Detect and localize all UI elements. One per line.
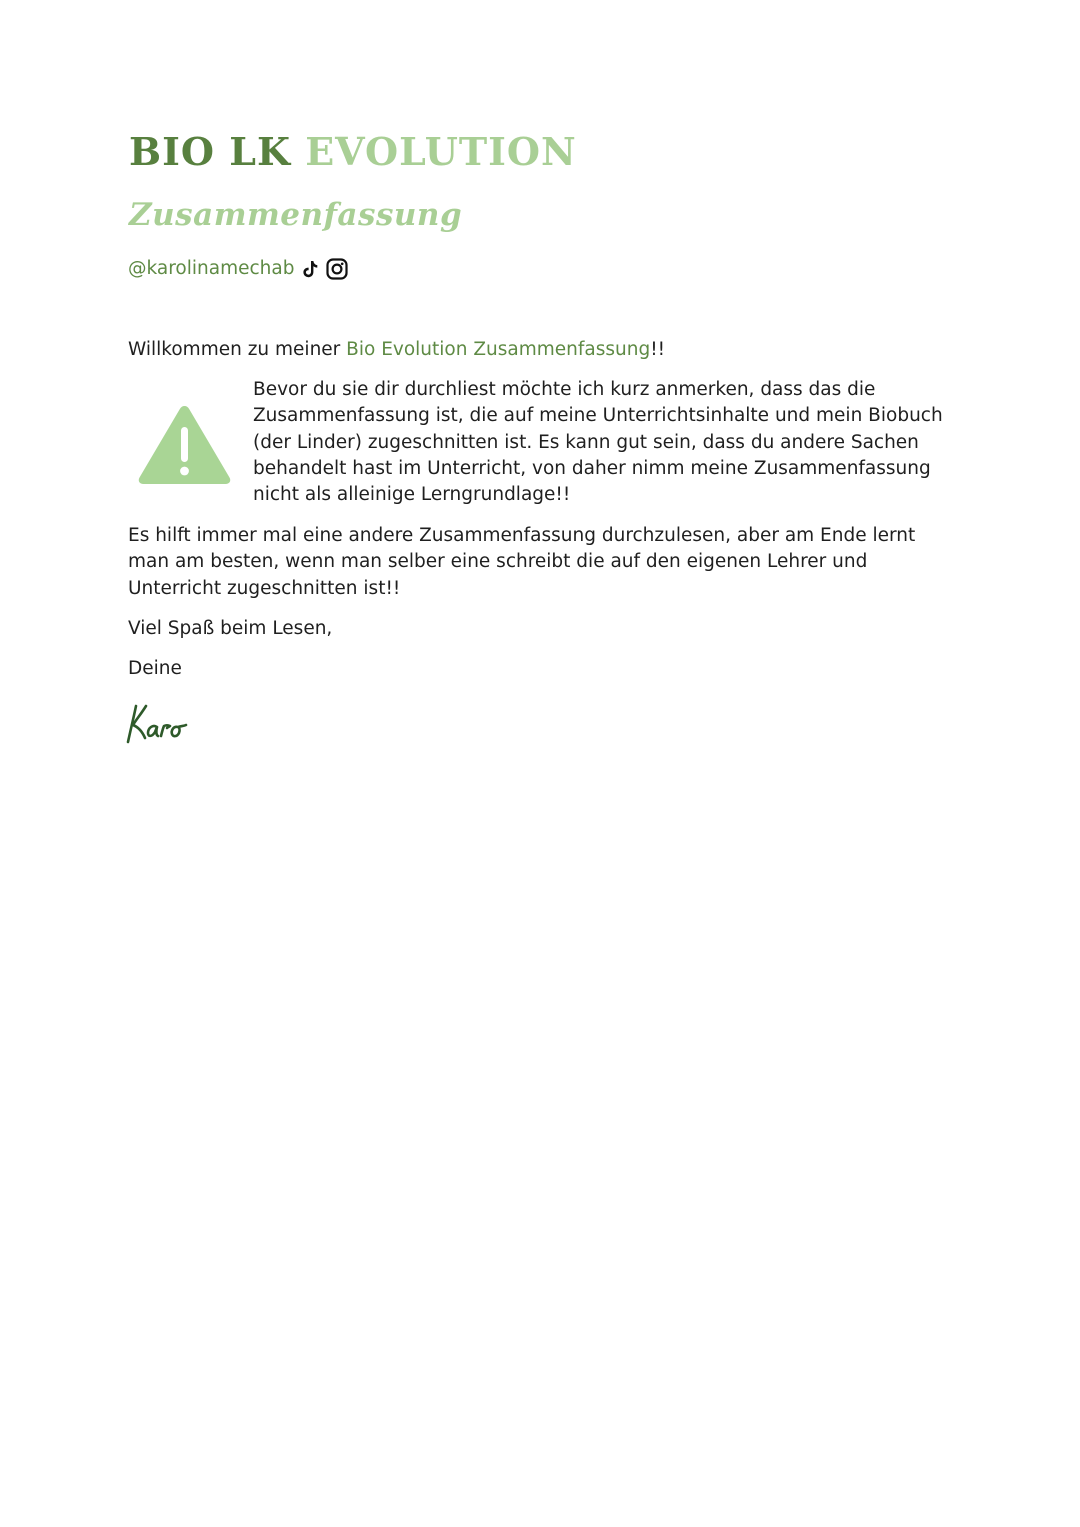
- page-title: [129, 128, 577, 176]
- page-subtitle: Zusammenfassung: [129, 197, 463, 233]
- welcome-suffix: !!: [650, 339, 666, 360]
- welcome-line: [128, 337, 665, 363]
- tiktok-icon: [302, 260, 318, 278]
- sign-off: Deine: [128, 658, 182, 679]
- social-line: [128, 256, 348, 282]
- warning-icon: [136, 402, 233, 486]
- welcome-highlight: Bio Evolution Zusammenfassung: [346, 339, 651, 360]
- closing-line: Viel Spaß beim Lesen,: [128, 618, 333, 639]
- title-part-evolution: EVOLUTION: [305, 129, 577, 174]
- signature: [124, 700, 196, 748]
- title-part-bio-lk: BIO LK: [129, 129, 291, 174]
- author-handle: @karolinamechab: [128, 258, 295, 279]
- warning-text: Bevor du sie dir durchliest möchte ich kurz anmerken, dass das die Zusammenfassung ist, die auf meine Unterrichtsinhalte und mein Biobuch (der Linder) zugeschnitten ist. Es kann gut sein, dass du andere Sachen behandelt hast im Unterricht, von daher nimm meine Zusammenfassung nicht als alleinige Lerngrundlage!!: [253, 379, 943, 506]
- welcome-prefix: Willkommen zu meiner: [128, 339, 341, 360]
- instagram-icon: [326, 258, 348, 280]
- advice-paragraph: Es hilft immer mal eine andere Zusammenfassung durchzulesen, aber am Ende lernt man am besten, wenn man selber eine schreibt die auf den eigenen Lehrer und Unterricht zugeschnitten ist!!: [128, 525, 916, 599]
